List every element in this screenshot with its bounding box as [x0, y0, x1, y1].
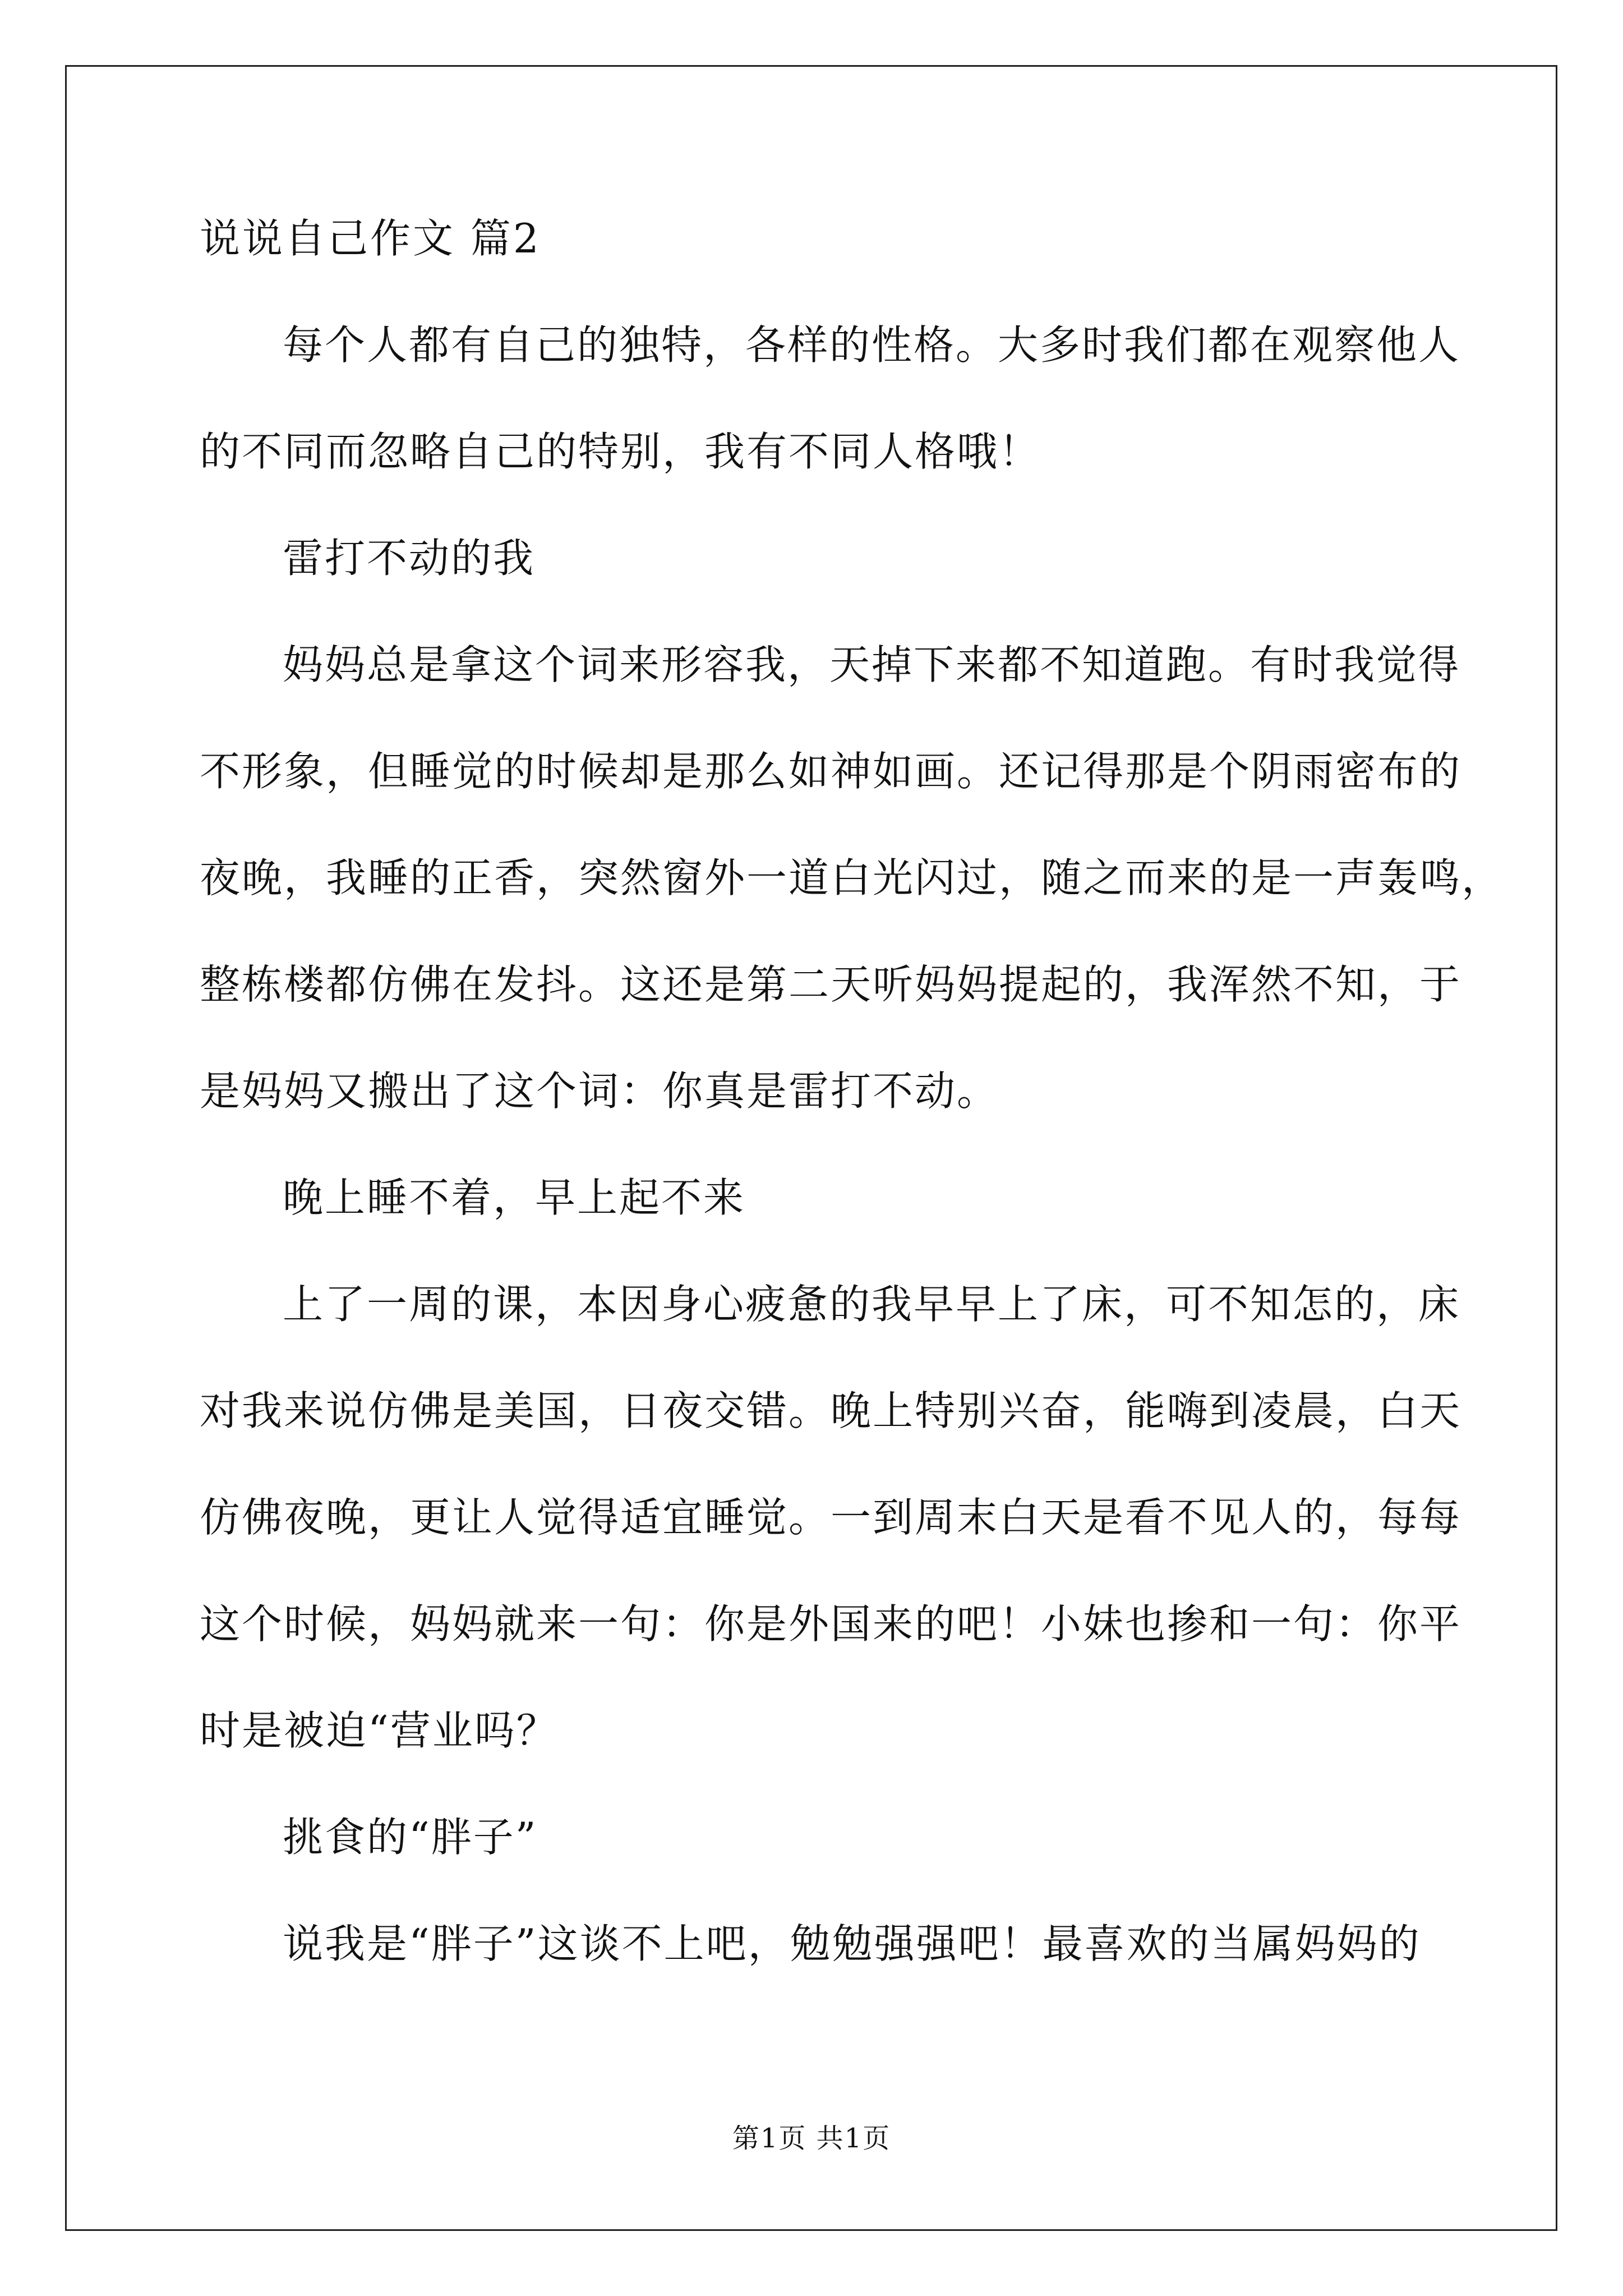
paragraph-line: 的不同而忽略自己的特别，我有不同人格哦！ [200, 428, 1041, 475]
paragraph-line: 不形象，但睡觉的时候却是那么如神如画。还记得那是个阴雨密布的 [200, 748, 1462, 795]
document-title: 说说自己作文 篇2 [200, 215, 541, 262]
paragraph-line: 这个时候，妈妈就来一句：你是外国来的吧！小妹也掺和一句：你平 [200, 1600, 1462, 1648]
paragraph-line: 上了一周的课，本因身心疲惫的我早早上了床，可不知怎的，床 [283, 1281, 1461, 1328]
page-footer: 第1页 共1页 [732, 2123, 891, 2154]
paragraph-line: 每个人都有自己的独特，各样的性格。大多时我们都在观察他人 [283, 321, 1461, 369]
paragraph-line: 夜晚，我睡的正香，突然窗外一道白光闪过，随之而来的是一声轰鸣， [200, 854, 1504, 901]
paragraph-line: 时是被迫“营业吗？ [200, 1707, 559, 1754]
paragraph-line: 对我来说仿佛是美国，日夜交错。晚上特别兴奋，能嗨到凌晨，白天 [200, 1387, 1462, 1434]
paragraph-line: 整栋楼都仿佛在发抖。这还是第二天听妈妈提起的，我浑然不知，于 [200, 961, 1462, 1008]
section-heading: 晚上睡不着，早上起不来 [283, 1174, 746, 1221]
page-border [65, 65, 1557, 2231]
paragraph-line: 妈妈总是拿这个词来形容我，天掉下来都不知道跑。有时我觉得 [283, 641, 1461, 688]
paragraph-line: 说我是“胖子”这谈不上吧，勉勉强强吧！最喜欢的当属妈妈的 [283, 1920, 1421, 1967]
paragraph-line: 是妈妈又搬出了这个词：你真是雷打不动。 [200, 1068, 999, 1115]
section-heading: 雷打不动的我 [283, 535, 536, 582]
section-heading: 挑食的“胖子” [283, 1814, 538, 1861]
paragraph-line: 仿佛夜晚，更让人觉得适宜睡觉。一到周末白天是看不见人的，每每 [200, 1494, 1462, 1541]
